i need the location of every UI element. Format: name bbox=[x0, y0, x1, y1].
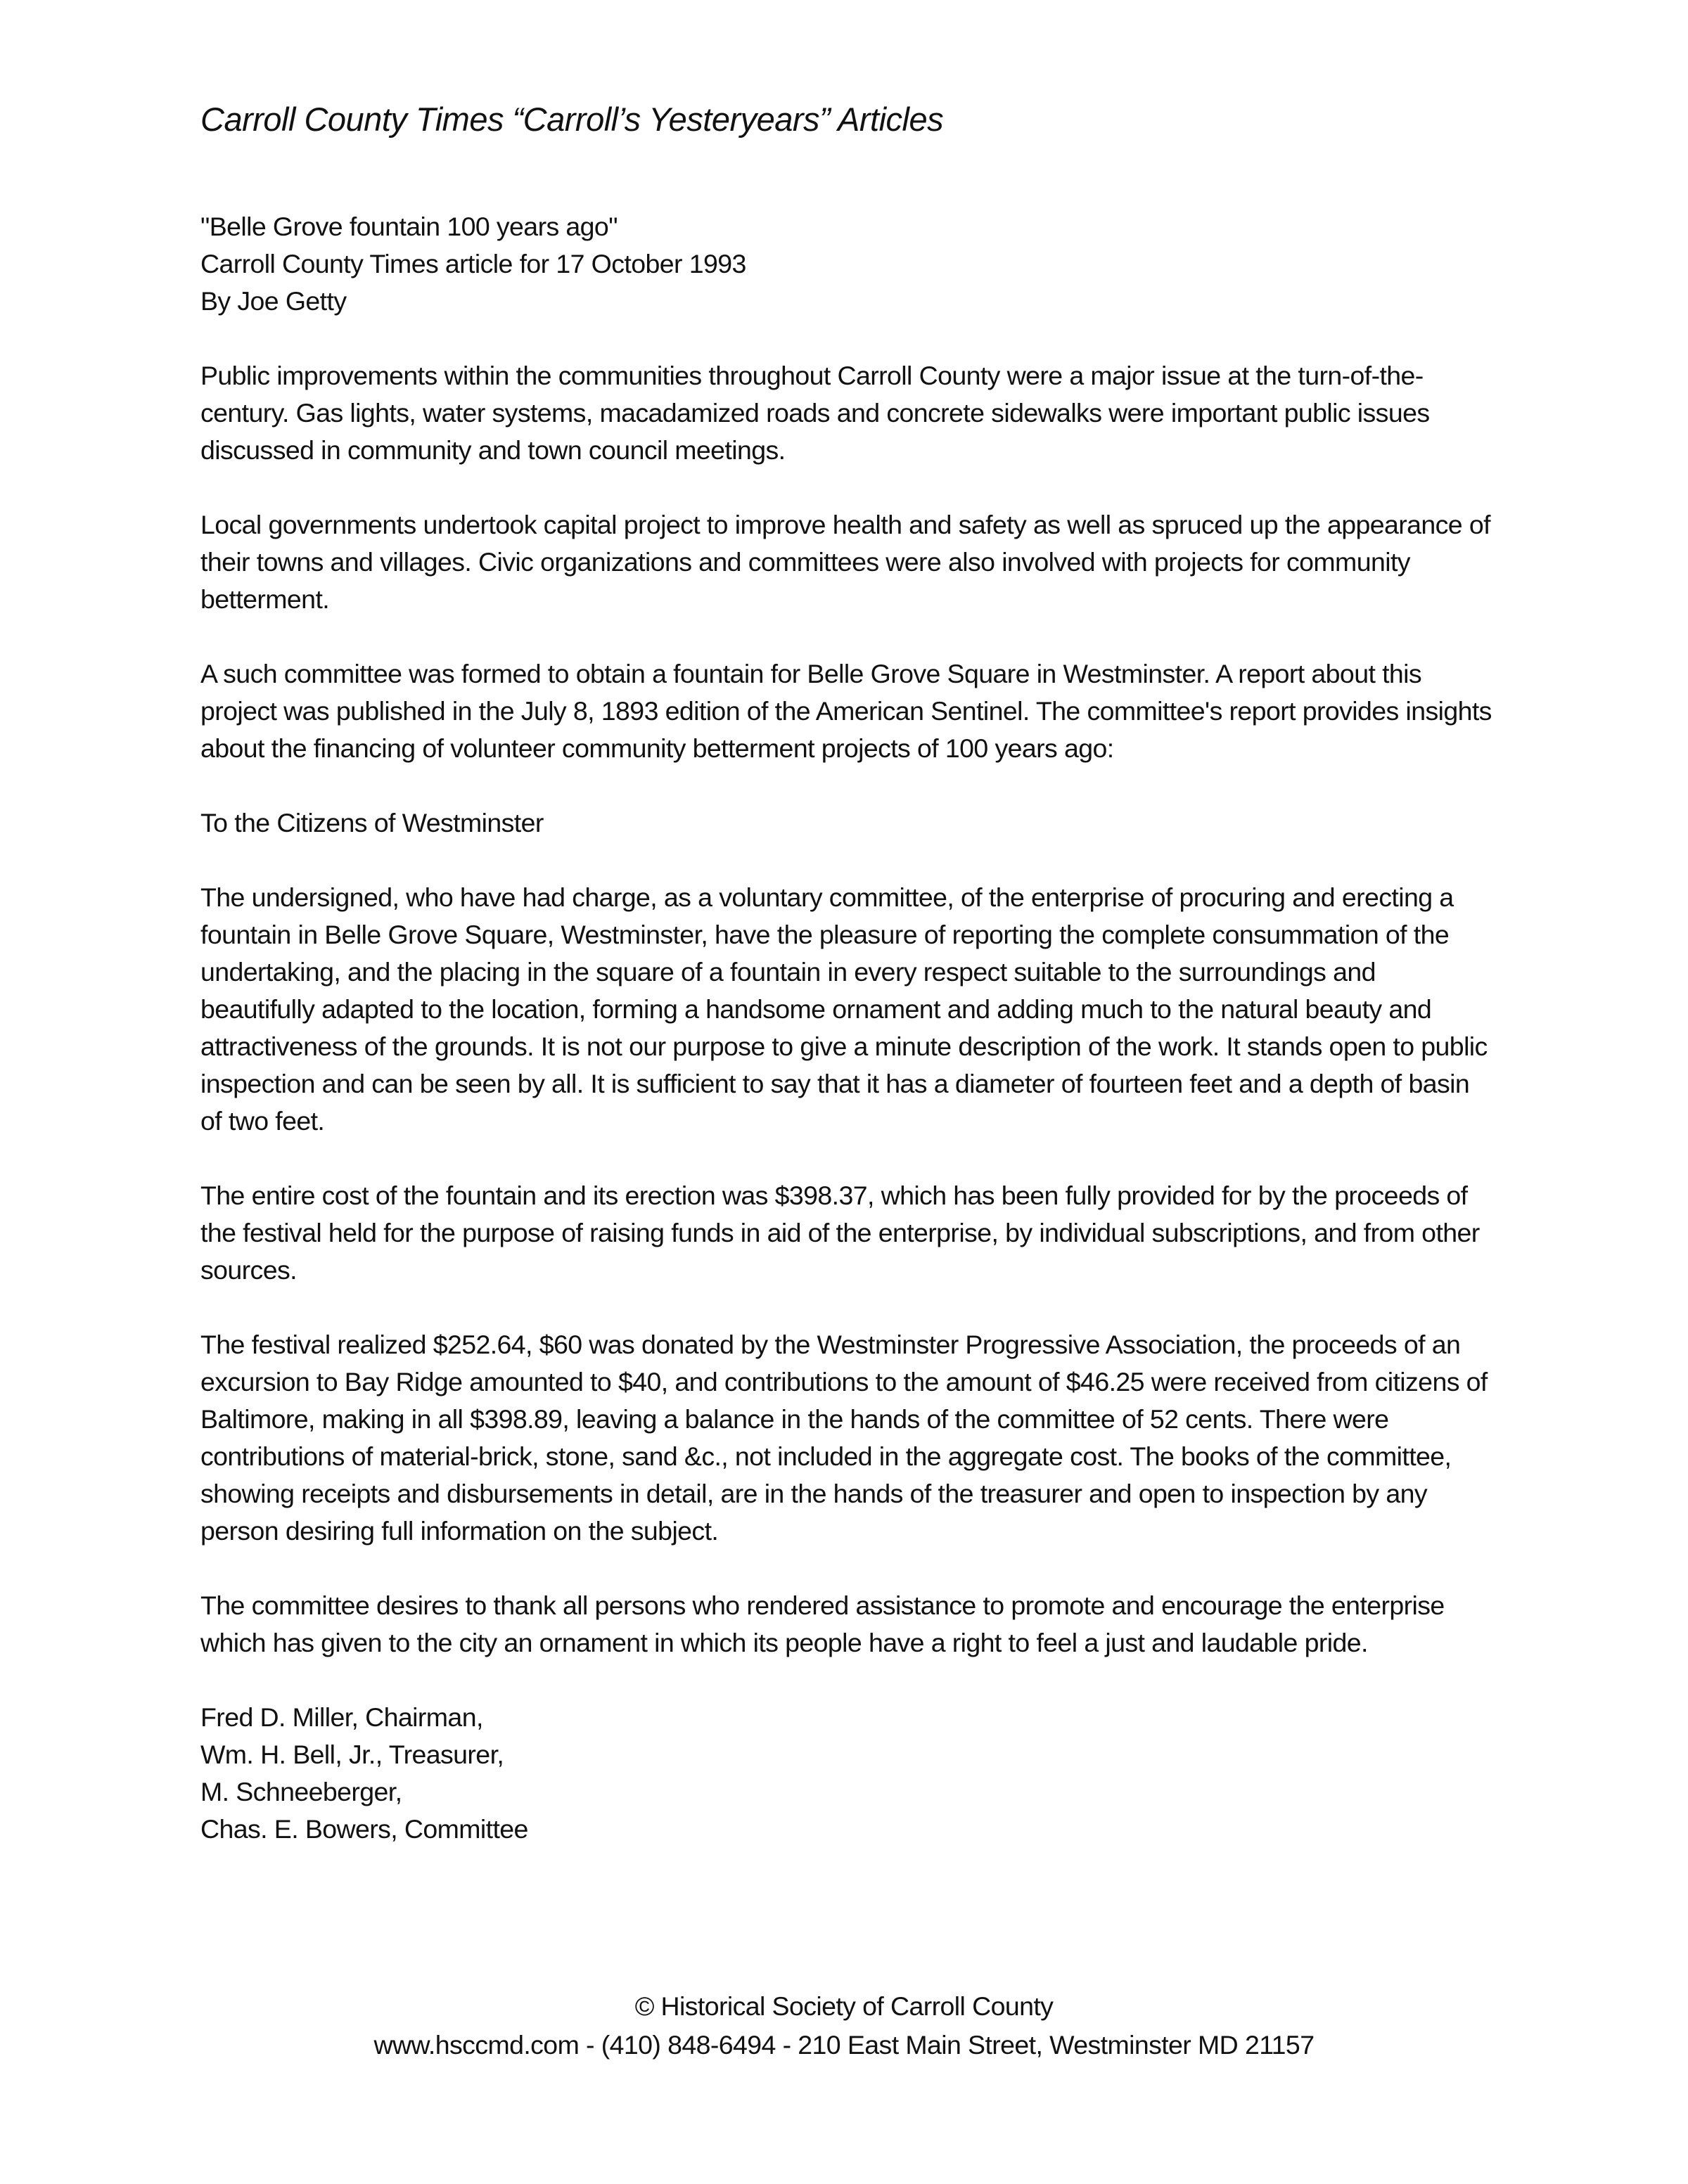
letter-salutation: To the Citizens of Westminster bbox=[200, 808, 544, 837]
paragraph-local-governments: Local governments undertook capital project to improve health and safety as well as spruced up the appearance of their towns and villages. Civic organizations and committees were also involved with projects for community betterment. bbox=[200, 510, 1490, 614]
page-footer bbox=[0, 1987, 1688, 2064]
footer-copyright: © Historical Society of Carroll County bbox=[634, 1991, 1054, 2021]
signature-line: Fred D. Miller, Chairman, bbox=[200, 1702, 483, 1732]
byline: By Joe Getty bbox=[200, 286, 347, 316]
paragraph-intro: Public improvements within the communities throughout Carroll County were a major issue at the turn-of-the-century. Gas lights, water systems, macadamized roads and concrete sidewalks were important public issues discussed in community and town council meetings. bbox=[200, 361, 1430, 465]
signature-line: Wm. H. Bell, Jr., Treasurer, bbox=[200, 1740, 504, 1769]
footer-contact: www.hsccmd.com - (410) 848-6494 - 210 East Main Street, Westminster MD 21157 bbox=[373, 2030, 1315, 2060]
article-meta bbox=[200, 208, 1495, 320]
paragraph-cost: The entire cost of the fountain and its erection was $398.37, which has been fully provided for by the proceeds of the festival held for the purpose of raising funds in aid of the enterprise, by individual subscriptions, and from other sources. bbox=[200, 1181, 1480, 1285]
article-body bbox=[200, 357, 1495, 1662]
signature-line: M. Schneeberger, bbox=[200, 1777, 402, 1806]
document-page bbox=[200, 98, 1495, 1848]
paragraph-thanks: The committee desires to thank all persons who rendered assistance to promote and encourage the enterprise which has given to the city an ornament in which its people have a right to feel a just and laudable pride. bbox=[200, 1591, 1445, 1657]
signature-block bbox=[200, 1699, 1495, 1848]
article-title: "Belle Grove fountain 100 years ago" bbox=[200, 212, 618, 241]
signature-line: Chas. E. Bowers, Committee bbox=[200, 1814, 528, 1844]
paragraph-undersigned: The undersigned, who have had charge, as a voluntary committee, of the enterprise of procuring and erecting a fountain in Belle Grove Square, Westminster, have the pleasure of reporting the complete consummation of the undertaking, and the placing in the square of a fountain in every respect suitable to the surroundings and beautifully adapted to the location, forming a handsome ornament and adding much to the natural beauty and attractiveness of the grounds. It is not our purpose to give a minute description of the work. It stands open to public inspection and can be seen by all. It is sufficient to say that it has a diameter of fourteen feet and a depth of basin of two feet. bbox=[200, 882, 1488, 1136]
paragraph-committee: A such committee was formed to obtain a fountain for Belle Grove Square in Westminster. A report about this project was published in the July 8, 1893 edition of the American Sentinel. The committee's report provides insights about the financing of volunteer community betterment projects of 100 years ago: bbox=[200, 659, 1492, 763]
paragraph-festival: The festival realized $252.64, $60 was donated by the Westminster Progressive Association, the proceeds of an excursion to Bay Ridge amounted to $40, and contributions to the amount of $46.25 were received from citizens of Baltimore, making in all $398.89, leaving a balance in the hands of the committee of 52 cents. There were contributions of material-brick, stone, sand &c., not included in the aggregate cost. The books of the committee, showing receipts and disbursements in detail, are in the hands of the treasurer and open to inspection by any person desiring full information on the subject. bbox=[200, 1330, 1488, 1546]
publication-line: Carroll County Times article for 17 October 1993 bbox=[200, 249, 746, 278]
series-title: Carroll County Times “Carroll’s Yesteryears” Articles bbox=[200, 101, 944, 138]
